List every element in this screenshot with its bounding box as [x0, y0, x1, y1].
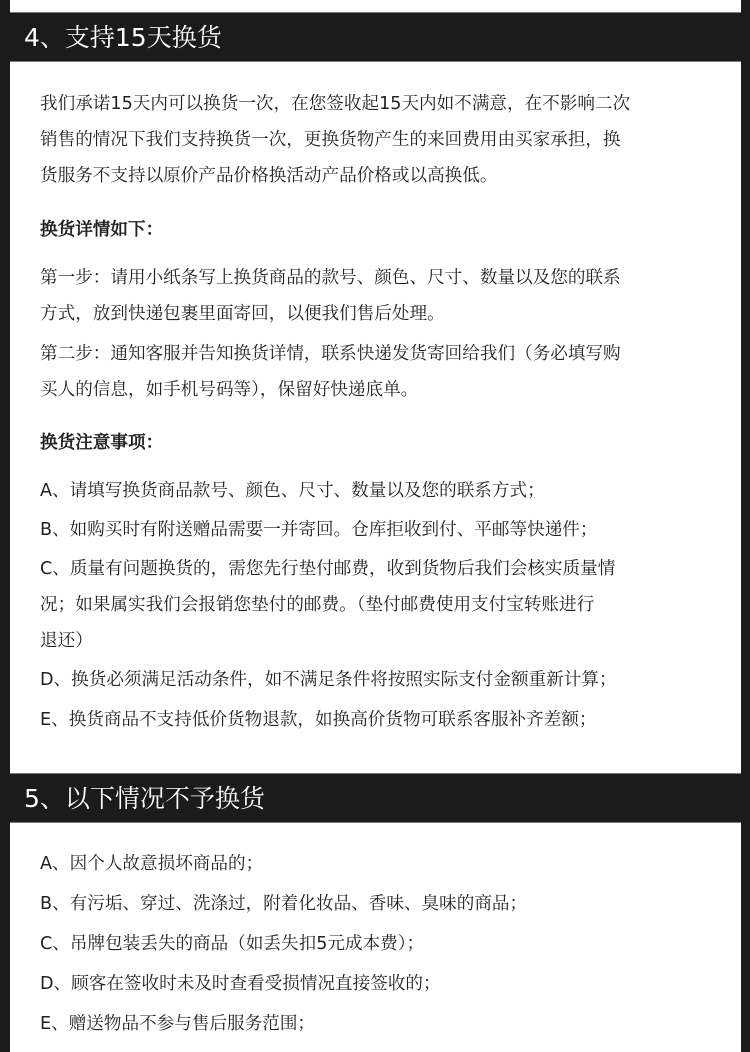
section-5-header: 5、以下情况不予换货 [10, 773, 741, 823]
intro-line-1: 我们承诺15天内可以换货一次，在您签收起15天内如不满意，在不影响二次 [40, 94, 631, 114]
step2-line-2: 买人的信息，如手机号码等），保留好快递底单。 [40, 380, 419, 400]
note-b: B、如购买时有附送赠品需要一并寄回。仓库拒收到付、平邮等快递件； [40, 520, 598, 540]
intro-line-2: 销售的情况下我们支持换货一次，更换货物产生的来回费用由买家承担，换 [40, 130, 621, 150]
exclusion-item-b: B、有污垢、穿过、洗涤过，附着化妆品、香味、臭味的商品； [40, 894, 528, 914]
note-c-line-1: C、质量有问题换货的，需您先行垫付邮费，收到货物后我们会核实质量情 [40, 559, 616, 579]
exclusion-item-d: D、顾客在签收时未及时查看受损情况直接签收的； [40, 974, 441, 994]
note-c-line-3: 退还） [40, 631, 93, 651]
note-d: D、换货必须满足活动条件，如不满足条件将按照实际支付金额重新计算； [40, 670, 617, 690]
exclusion-item-c: C、吊牌包装丢失的商品（如丢失扣5元成本费）； [40, 934, 425, 954]
step1-line-2: 方式，放到快递包裹里面寄回，以便我们售后处理。 [40, 304, 445, 324]
step2-line-1: 第二步：通知客服并告知换货详情，联系快递发货寄回给我们（务必填写购 [40, 344, 621, 364]
note-a: A、请填写换货商品款号、颜色、尺寸、数量以及您的联系方式； [40, 481, 545, 501]
details-heading: 换货详情如下： [40, 220, 164, 240]
notes-heading: 换货注意事项： [40, 433, 164, 453]
note-c-line-2: 况；如果属实我们会报销您垫付的邮费。（垫付邮费使用支付宝转账进行 [40, 595, 595, 615]
step1-line-1: 第一步：请用小纸条写上换货商品的款号、颜色、尺寸、数量以及您的联系 [40, 268, 621, 288]
exclusion-item-e: E、赠送物品不参与售后服务范围； [40, 1014, 316, 1034]
exclusion-item-a: A、因个人故意损坏商品的； [40, 854, 264, 874]
intro-line-3: 货服务不支持以原价产品价格换活动产品价格或以高换低。 [40, 166, 498, 186]
section-4-header: 4、支持15天换货 [10, 12, 741, 62]
policy-sheet [10, 0, 741, 1052]
note-e: E、换货商品不支持低价货物退款，如换高价货物可联系客服补齐差额； [40, 710, 597, 730]
